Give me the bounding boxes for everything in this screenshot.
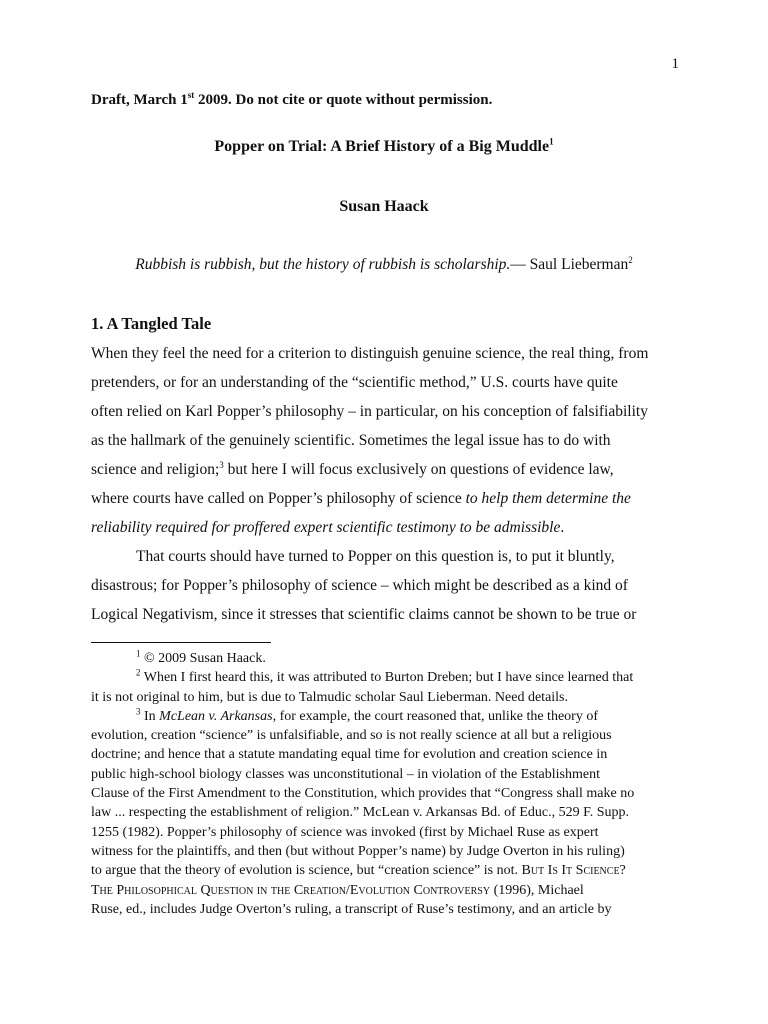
body-line: When they feel the need for a criterion to distinguish genuine science, the real thing, from xyxy=(91,345,649,362)
footnote-line: evolution, creation “science” is unfalsifiable, and so is not really science at all but a religious xyxy=(91,728,612,744)
footnote-ref-2: 2 xyxy=(628,254,633,265)
footnote-text: When I first heard this, it was attributed to Burton Dreben; but I have since learned that xyxy=(140,670,634,686)
body-line: That courts should have turned to Popper on this question is, to put it bluntly, xyxy=(136,548,615,565)
footnote-text: In xyxy=(140,708,160,724)
body-span: where courts have called on Popper’s philosophy of science xyxy=(91,490,466,507)
footnote-line: law ... respecting the establishment of religion.” McLean v. Arkansas Bd. of Educ., 529 F. Supp. xyxy=(91,805,630,821)
footnote-2 xyxy=(91,668,691,687)
paper-title xyxy=(0,138,768,156)
footnote-line: Ruse, ed., includes Judge Overton’s ruling, a transcript of Ruse’s testimony, and an article by xyxy=(91,901,612,917)
body-line xyxy=(91,484,681,513)
body-line xyxy=(91,455,681,484)
footnote-text: (1996), Michael xyxy=(490,882,584,898)
body-line: Logical Negativism, since it stresses that scientific claims cannot be shown to be true or xyxy=(91,606,637,623)
footnote-number: 3 xyxy=(136,706,141,717)
body-line: disastrous; for Popper’s philosophy of science – which might be described as a kind of xyxy=(91,577,628,594)
footnote-number: 2 xyxy=(136,667,141,678)
footnote-number: 1 xyxy=(136,648,141,659)
epigraph-quote: Rubbish is rubbish, but the history of rubbish is scholarship. xyxy=(135,256,511,273)
body-italic-span: reliability required for proffered expert scientific testimony to be admissible xyxy=(91,519,561,536)
body-line: as the hallmark of the genuinely scientific. Sometimes the legal issue has to do with xyxy=(91,432,611,449)
body-text xyxy=(91,339,681,629)
body-line: pretenders, or for an understanding of the “scientific method,” U.S. courts have quite xyxy=(91,374,618,391)
footnote-3 xyxy=(91,707,691,726)
author-name: Susan Haack xyxy=(339,198,429,215)
footnote-line xyxy=(91,881,691,900)
body-line xyxy=(91,513,681,542)
draft-notice-rest: 2009. Do not cite or quote without permission. xyxy=(194,92,493,108)
section-heading: 1. A Tangled Tale xyxy=(91,314,212,333)
footnote-text: , for example, the court reasoned that, unlike the theory of xyxy=(272,708,598,724)
draft-notice-text: Draft, March 1 xyxy=(91,92,188,108)
footnote-line: it is not original to him, but is due to Talmudic scholar Saul Lieberman. Need details. xyxy=(91,689,569,705)
footnote-line: witness for the plaintiffs, and then (but without Popper’s name) by Judge Overton in his ruling) xyxy=(91,843,625,859)
epigraph-attribution: — Saul Lieberman xyxy=(510,256,629,273)
draft-ordinal-suffix: st xyxy=(187,90,195,100)
case-name: McLean v. Arkansas xyxy=(159,708,273,724)
footnote-ref-1: 1 xyxy=(549,136,554,147)
body-span: but here I will focus exclusively on questions of evidence law, xyxy=(223,461,614,478)
footnote-line: 1255 (1982). Popper’s philosophy of science was invoked (first by Michael Ruse as expert xyxy=(91,824,599,840)
footnote-line: doctrine; and hence that a statute mandating equal time for evolution and creation science in xyxy=(91,747,608,763)
footnote-text: to argue that the theory of evolution is science, but “creation science” is not. xyxy=(91,863,522,879)
body-line: often relied on Karl Popper’s philosophy – in particular, on his conception of falsifiability xyxy=(91,403,648,420)
footnote-ref-3: 3 xyxy=(219,459,224,470)
footnote-line: Clause of the First Amendment to the Constitution, which provides that “Congress shall make no xyxy=(91,786,635,802)
epigraph xyxy=(0,256,768,274)
paper-title-text: Popper on Trial: A Brief History of a Big Muddle xyxy=(214,138,550,155)
body-span: . xyxy=(560,519,565,536)
book-title: But Is It Science? xyxy=(521,863,626,879)
footnote-text: © 2009 Susan Haack. xyxy=(140,651,266,666)
footnote-separator xyxy=(91,642,271,643)
page-number: 1 xyxy=(671,56,679,72)
book-title: The Philosophical Question in the Creation/Evolution Controversy xyxy=(91,882,491,898)
footnotes xyxy=(91,649,691,919)
footnote-line xyxy=(91,861,691,880)
footnote-line: public high-school biology classes was unconstitutional – in violation of the Establishment xyxy=(91,766,600,782)
body-span: science and religion; xyxy=(91,461,220,478)
body-italic-span: to help them determine the xyxy=(465,490,631,507)
draft-notice xyxy=(91,92,492,109)
footnote-1 xyxy=(91,649,691,668)
